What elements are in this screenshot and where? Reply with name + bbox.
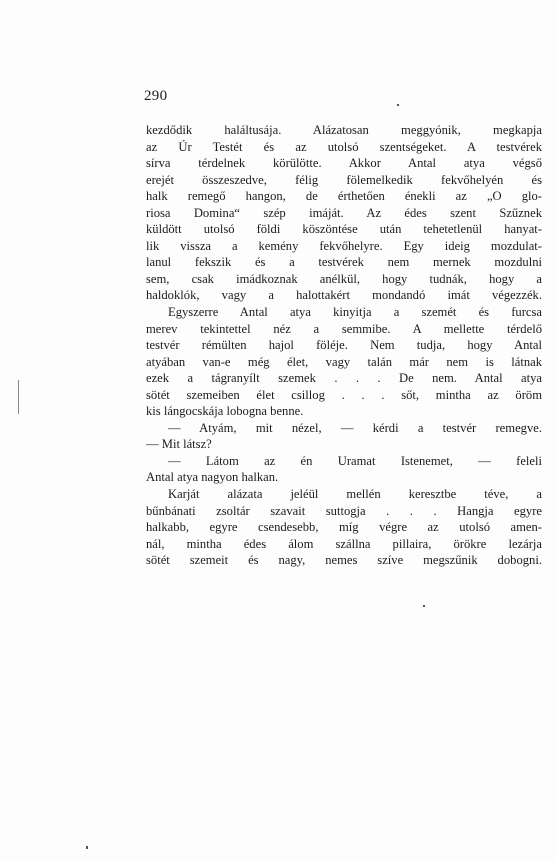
- text-line: az Úr Testét és az utolsó szentségeket. A testvérek: [146, 139, 542, 154]
- text-line: Karját alázata jeléül mellén keresztbe téve, a: [168, 487, 542, 502]
- text-line: erejét összeszedve, félig fölemelkedik fekvőhelyén és: [146, 172, 542, 187]
- text-line: nál, mintha édes álom szállna pillaira, örökre lezárja: [146, 536, 542, 551]
- text-line: bűnbánati zsoltár szavait suttogja . . . Hangja egyre: [146, 503, 542, 518]
- page-number: 290: [144, 88, 168, 104]
- text-line: Egyszerre Antal atya kinyitja a szemét és furcsa: [168, 305, 542, 320]
- scan-speck: [86, 846, 88, 849]
- text-line: sötét szemeiben élet csillog . . . sőt, mintha az öröm: [146, 387, 542, 402]
- text-line: sem, csak imádkoznak anélkül, hogy tudnák, hogy a: [146, 271, 542, 286]
- text-line: kezdődik haláltusája. Alázatosan meggyónik, megkapja: [146, 123, 542, 137]
- text-line: — Atyám, mit nézel, — kérdi a testvér remegve.: [168, 420, 542, 435]
- text-line: — Mit látsz?: [146, 437, 212, 452]
- text-line: atyában van-e még élet, vagy talán már nem is látnak: [146, 354, 542, 369]
- text-line: Antal atya nagyon halkan.: [146, 470, 279, 485]
- text-line: halk remegő hangon, de érthetően énekli az „O glo-: [146, 189, 542, 204]
- text-line: sötét szemeit és nagy, nemes szíve megszűnik dobogni.: [146, 553, 542, 568]
- text-line: riosa Domina“ szép imáját. Az édes szent Szűznek: [146, 205, 542, 220]
- text-line: merev tekintettel néz a semmibe. A mellette térdelő: [146, 321, 542, 336]
- text-line: halkabb, egyre csendesebb, míg végre az utolsó amen-: [146, 520, 542, 535]
- text-line: lik vissza a kemény fekvőhelyre. Egy ideig mozdulat-: [146, 238, 542, 253]
- text-line: küldött utolsó földi köszöntése után tehetetlenül hanyat-: [146, 222, 542, 237]
- text-line: ezek a tágranyílt szemek . . . De nem. Antal atya: [146, 371, 542, 386]
- body-text: [146, 122, 542, 569]
- text-line: haldoklók, vagy a halottakért mondandó imát végezzék.: [146, 288, 542, 303]
- text-line: kis lángocskája lobogna benne.: [146, 404, 304, 419]
- text-line: lanul fekszik és a testvérek nem mernek mozdulni: [146, 255, 542, 270]
- text-line: testvér rémülten hajol föléje. Nem tudja, hogy Antal: [146, 338, 542, 353]
- margin-scan-line: [18, 380, 19, 414]
- text-line: — Látom az én Uramat Istenemet, — feleli: [168, 453, 542, 468]
- text-line: sírva térdelnek körülötte. Akkor Antal atya végső: [146, 156, 542, 171]
- scan-speck: [397, 104, 399, 106]
- scan-speck: [423, 605, 425, 607]
